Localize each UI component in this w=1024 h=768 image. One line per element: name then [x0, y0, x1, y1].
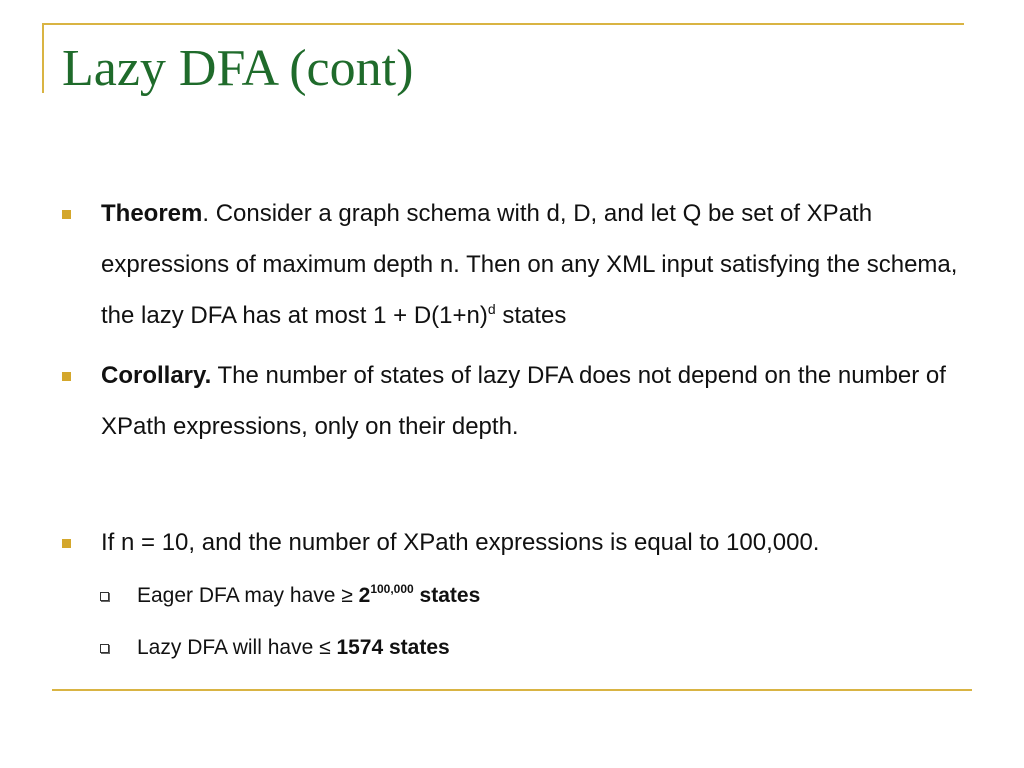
bullet-square-icon — [62, 539, 71, 548]
sub-bullet-lazy-bold: 1574 states — [336, 636, 450, 659]
frame-bottom-rule — [52, 689, 972, 691]
bullet-corollary-lead: Corollary. — [101, 362, 212, 389]
bullet-square-icon — [62, 372, 71, 381]
slide-title: Lazy DFA (cont) — [62, 40, 414, 97]
bullet-corollary-text: The number of states of lazy DFA does not depend on the number of XPath expressions, only on their depth. — [101, 362, 946, 440]
sub-bullet-eager — [137, 582, 480, 610]
frame-top-rule — [42, 23, 964, 25]
bullet-square-icon — [62, 210, 71, 219]
bullet-example: If n = 10, and the number of XPath expressions is equal to 100,000. — [101, 529, 820, 556]
bullet-theorem-superscript: d — [487, 301, 496, 317]
sub-bullet-eager-exponent: 100,000 — [370, 582, 414, 596]
sub-bullet-eager-base: 2 — [358, 584, 371, 607]
sub-bullet-lazy — [137, 634, 450, 662]
bullet-corollary — [101, 350, 981, 452]
bullet-theorem-tail: states — [495, 302, 567, 329]
sub-bullet-checkbox-icon — [100, 644, 109, 653]
bullet-theorem-text: . Consider a graph schema with d, D, and let Q be set of XPath expressions of maximum depth n. Then on any XML input satisfying the schema, the lazy DFA has at most 1 + D(1+n) — [101, 200, 958, 329]
frame-left-rule — [42, 23, 44, 93]
sub-bullet-lazy-prefix: Lazy DFA will have ≤ — [137, 636, 337, 659]
sub-bullet-eager-prefix: Eager DFA may have ≥ — [137, 584, 359, 607]
sub-bullet-eager-tail: states — [413, 584, 481, 607]
bullet-theorem-lead: Theorem — [101, 200, 203, 227]
bullet-theorem — [101, 188, 981, 341]
sub-bullet-checkbox-icon — [100, 592, 109, 601]
